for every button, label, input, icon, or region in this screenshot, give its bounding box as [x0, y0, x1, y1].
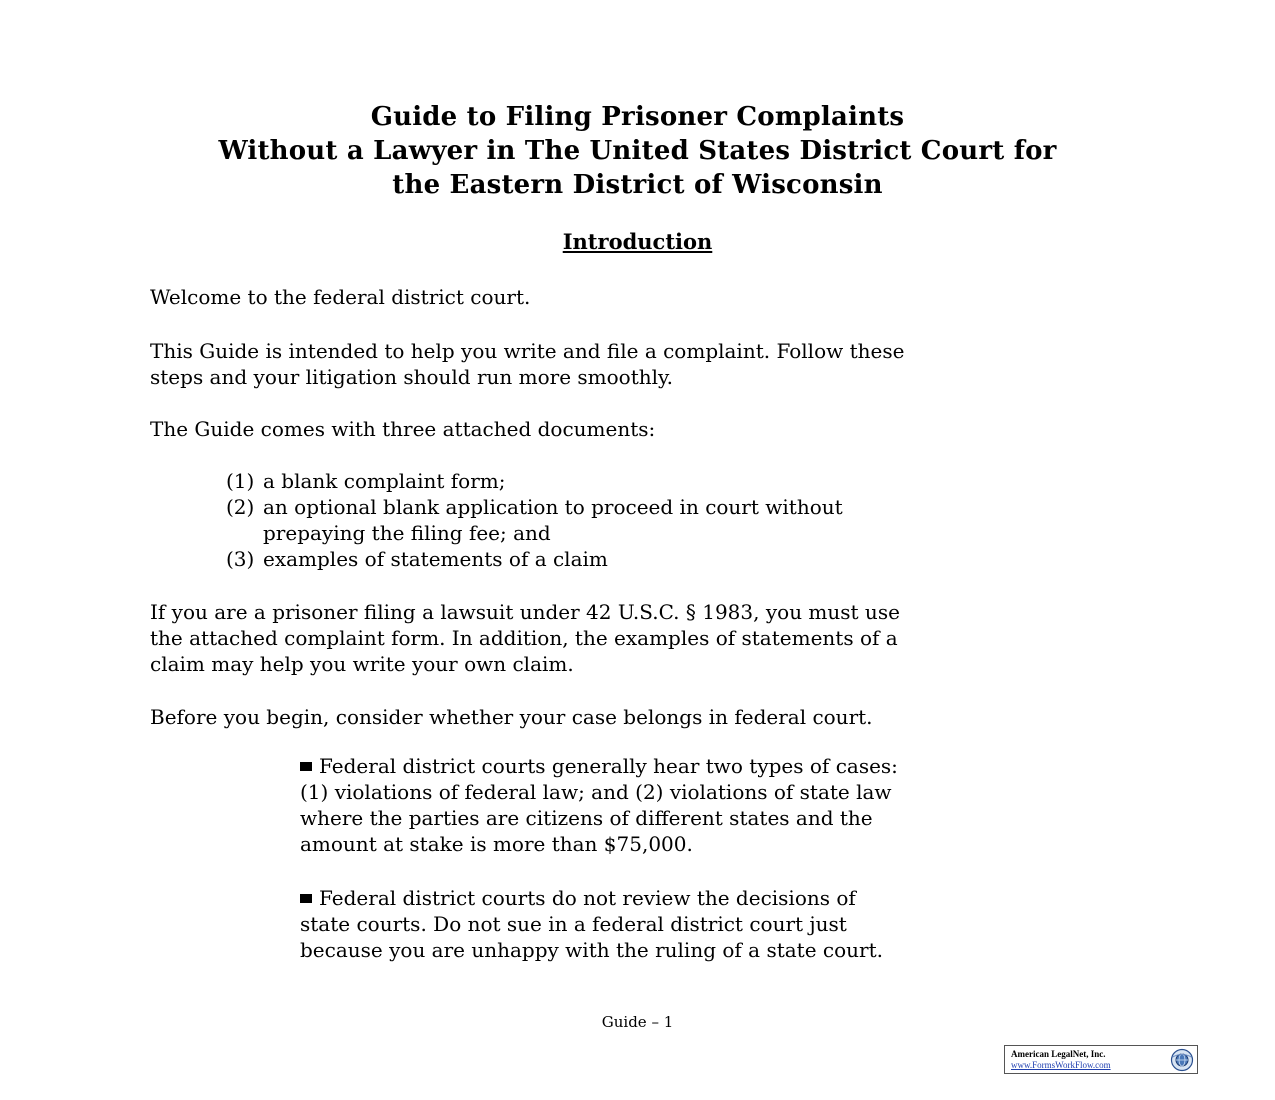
list-item: [226, 494, 843, 546]
publisher-link[interactable]: www.FormsWorkFlow.com: [1011, 1060, 1111, 1070]
intent-line-1: This Guide is intended to help you write and file a complaint. Follow these: [150, 339, 905, 363]
bullet-line: Federal district courts do not review the decisions of: [319, 886, 856, 910]
before-paragraph: [150, 704, 1140, 730]
list-item-text: examples of statements of a claim: [263, 547, 608, 571]
list-item-text: prepaying the filing fee; and: [263, 521, 551, 545]
prisoner-line-3: claim may help you write your own claim.: [150, 652, 574, 676]
list-item-text: an optional blank application to proceed in court without: [263, 495, 843, 519]
attached-paragraph: [150, 416, 1140, 442]
page-footer: Guide – 1: [601, 1013, 674, 1031]
square-bullet-icon: [300, 762, 312, 771]
list-item-number: (3): [226, 547, 255, 571]
bullet-line: state courts. Do not sue in a federal district court just: [300, 912, 847, 936]
bullet-line: amount at stake is more than $75,000.: [300, 832, 693, 856]
title-line-2: Without a Lawyer in The United States District Court for: [218, 136, 1057, 166]
list-item-number: (2): [226, 495, 255, 519]
bullet-line: Federal district courts generally hear two types of cases:: [319, 754, 898, 778]
prisoner-paragraph: [150, 599, 1140, 677]
prisoner-line-1: If you are a prisoner filing a lawsuit under 42 U.S.C. § 1983, you must use: [150, 600, 900, 624]
document-title: [0, 100, 1275, 202]
list-item-number: (1): [226, 469, 255, 493]
attached-text: The Guide comes with three attached documents:: [150, 417, 656, 441]
list-item: [226, 468, 843, 494]
title-line-1: Guide to Filing Prisoner Complaints: [370, 102, 905, 132]
title-line-3: the Eastern District of Wisconsin: [392, 170, 883, 200]
attached-documents-list: [226, 468, 843, 572]
bullet-line: because you are unhappy with the ruling of a state court.: [300, 938, 883, 962]
bullet-line: (1) violations of federal law; and (2) violations of state law: [300, 780, 892, 804]
bullet-line: where the parties are citizens of different states and the: [300, 806, 873, 830]
prisoner-line-2: the attached complaint form. In addition, the examples of statements of a: [150, 626, 898, 650]
list-item-text: a blank complaint form;: [263, 469, 506, 493]
publisher-stamp[interactable]: [1004, 1045, 1198, 1074]
bullet-state-courts: [300, 885, 883, 963]
bullet-jurisdiction: [300, 753, 898, 857]
intent-paragraph: [150, 338, 1140, 390]
intent-line-2: steps and your litigation should run more smoothly.: [150, 365, 674, 389]
list-item: [226, 546, 843, 572]
welcome-paragraph: [150, 284, 1140, 310]
globe-logo-icon: [1170, 1048, 1194, 1072]
welcome-text: Welcome to the federal district court.: [150, 285, 531, 309]
square-bullet-icon: [300, 894, 312, 903]
publisher-name: American LegalNet, Inc.: [1011, 1049, 1106, 1059]
before-text: Before you begin, consider whether your case belongs in federal court.: [150, 705, 873, 729]
section-heading: Introduction: [562, 229, 713, 254]
